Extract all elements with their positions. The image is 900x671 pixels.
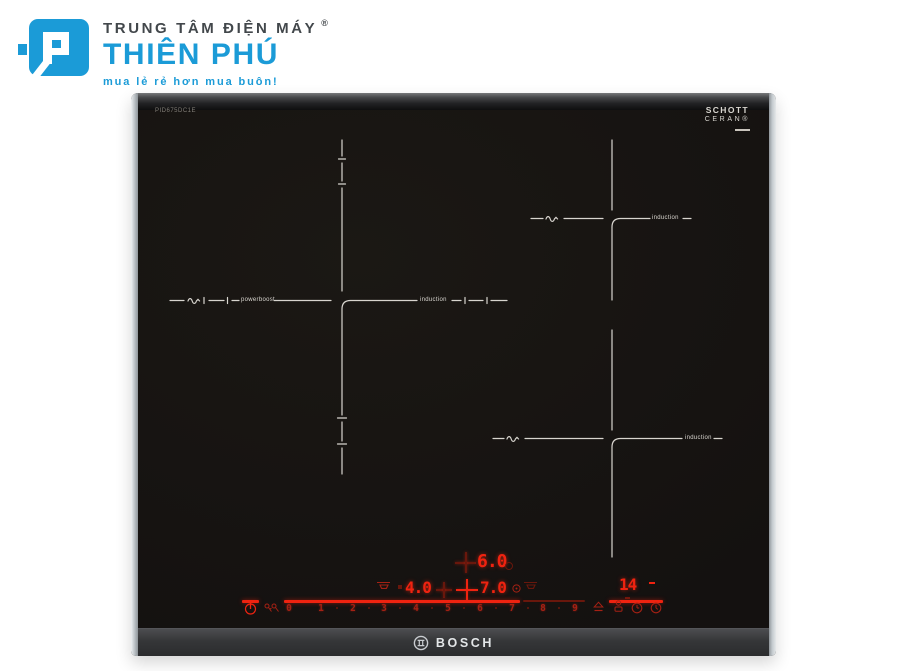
slider-level-5[interactable]: 5 [445,603,451,614]
model-number-print: PID675DC1E [155,108,197,114]
left-zone-vertical-bottom [338,309,347,474]
left-zone-horizontal-right [452,298,507,304]
store-slogan: mua lẻ rẻ hơn mua buôn! [103,76,279,88]
store-name-top [103,18,328,37]
slider-level-8[interactable]: 8 [540,603,546,614]
store-name-main: THIÊN PHÚ [103,38,280,71]
fry-sensor-button[interactable] [613,600,624,613]
slider-level-6[interactable]: 6 [477,603,483,614]
left-zone-vertical-top [339,140,346,291]
power-level-display-top-zone: 6.0 [477,551,507,572]
registered-mark: ® [321,18,328,28]
store-logo-text [103,14,328,88]
timer-display: 14 [619,575,637,594]
slider-dot [527,607,529,609]
slider-dot [336,607,338,609]
pan-detect-icon [546,217,558,222]
zone-select-cross-top [455,552,476,573]
slider-dot [495,607,497,609]
slider-dot [463,607,465,609]
cooking-zone-markings [131,93,776,656]
timer-select-tick [625,597,630,599]
slider-dot [558,607,560,609]
move-zone-button[interactable] [592,601,605,613]
power-level-display-left-zone: 4.0 [405,578,431,597]
pan-presence-icon [376,581,392,590]
bosch-anchor-icon [413,635,429,651]
bottomright-zone-induction-label: induction [685,435,712,441]
zone-select-cross-active [456,579,478,601]
left-zone-corner [342,301,417,310]
topright-zone-corner [612,219,650,228]
power-level-slider-track-dim [523,600,585,602]
store-name-top-text: TRUNG TÂM ĐIỆN MÁY [103,20,318,37]
front-facia-strip [138,628,769,656]
glass-brand-line1: SCHOTT [705,105,750,115]
slider-dot [368,607,370,609]
power-button[interactable] [244,602,257,615]
bosch-logo-text: BOSCH [435,635,495,650]
timer-small-icon [512,584,521,593]
slider-level-0[interactable]: 0 [286,603,292,614]
timer-minute-dash [649,582,655,584]
store-logo [18,14,328,88]
store-logo-icon [18,19,90,85]
left-zone-induction-label: induction [420,297,447,303]
slider-level-1[interactable]: 1 [318,603,324,614]
power-level-display-right-zone: 7.0 [480,578,506,597]
pan-detect-icon [188,299,200,304]
zone-select-cross-dim [436,582,452,598]
glass-brand-line2: CERAN® [704,116,750,123]
slider-level-7[interactable]: 7 [509,603,515,614]
alarm-clock-button[interactable] [650,602,662,614]
slider-level-4[interactable]: 4 [413,603,419,614]
zone-dim-indicator [398,585,402,589]
slider-level-3[interactable]: 3 [381,603,387,614]
pan-presence-dim-icon [523,581,539,590]
powerboost-label: powerboost [241,297,276,303]
timer-indicator-dim-icon [505,562,513,570]
slider-level-2[interactable]: 2 [350,603,356,614]
child-lock-keys-button[interactable] [263,603,280,614]
bottomright-zone-corner [612,439,682,448]
induction-cooktop [131,93,776,656]
left-zone-ticks [204,298,239,304]
slider-dot [399,607,401,609]
pan-detect-icon [507,437,519,442]
slider-dot [431,607,433,609]
slider-level-9[interactable]: 9 [572,603,578,614]
timer-button[interactable] [631,602,643,614]
topright-zone-induction-label: induction [652,215,679,221]
